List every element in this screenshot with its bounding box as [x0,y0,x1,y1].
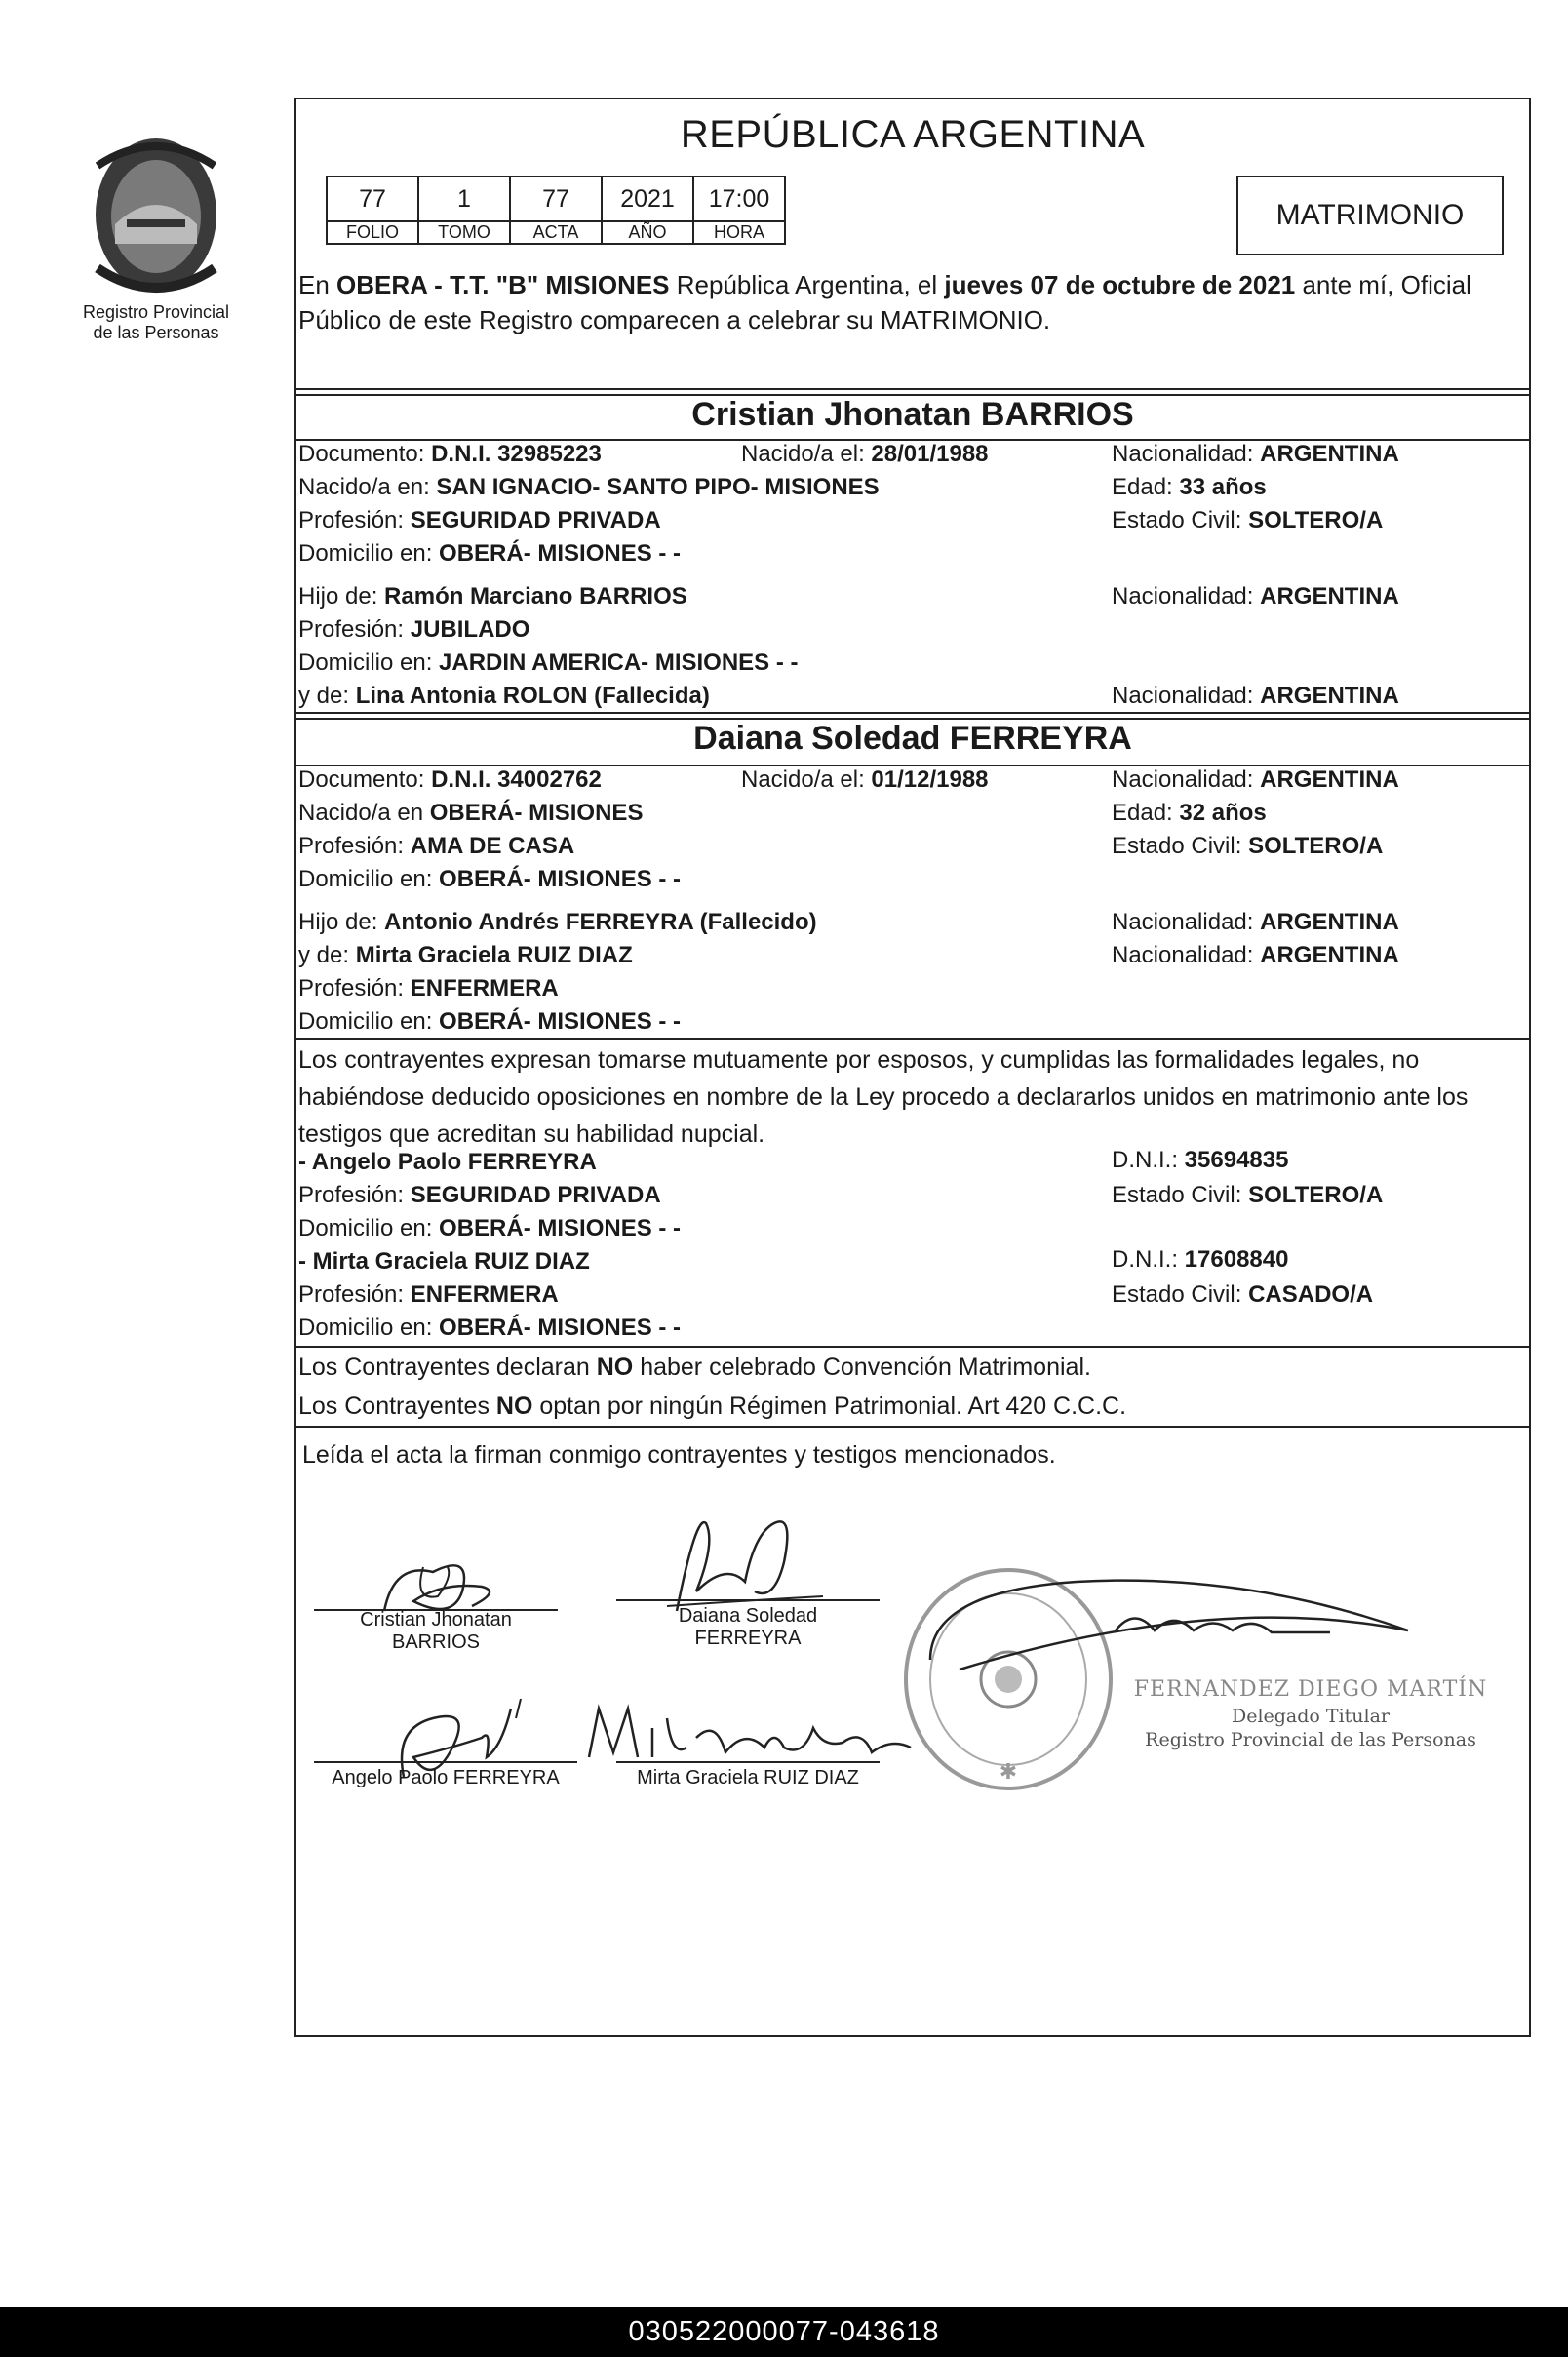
official-name: FERNANDEZ DIEGO MARTÍN [1133,1677,1488,1702]
closing-statement: Leída el acta la firman conmigo contrayentes y testigos mencionados. [302,1441,1056,1469]
declaration-paragraph: Los contrayentes expresan tomarse mutuamente por esposos, y cumplidas las formalidades legales, no habiéndose deducido oposiciones en nombre de la Ley procedo a declararlos unidos en matrimonio ante los testigos que acreditan su habilidad nupcial. [298,1046,1469,1148]
spouse2-profession: Profesión: AMA DE CASA [298,833,575,859]
spouse1-first-names: Cristian Jhonatan [691,396,981,433]
intro-paragraph [298,267,1525,337]
official-signature-icon [921,1562,1467,1679]
spouse1-father: Hijo de: Ramón Marciano BARRIOS [298,583,687,609]
hora-value: 17:00 [693,177,785,221]
spouse1-father-profession: Profesión: JUBILADO [298,616,530,643]
hora-label: HORA [693,221,785,244]
intro-date: jueves 07 de octubre de 2021 [944,270,1296,299]
marriage-certificate [294,98,1531,2037]
spouse1-nationality: Nacionalidad: ARGENTINA [1112,441,1399,467]
spouse1-age: Edad: 33 años [1112,474,1267,500]
witness2-domicile: Domicilio en: OBERÁ- MISIONES - - [298,1315,682,1341]
spouse1-father-nationality: Nacionalidad: ARGENTINA [1112,583,1399,609]
logo-caption-line2: de las Personas [93,323,219,342]
spouse1-name [296,396,1529,434]
spouse1-surname: BARRIOS [980,396,1134,433]
svg-text:✱: ✱ [999,1760,1018,1785]
intro-text-1: En [298,270,337,299]
intro-text-2: República Argentina, el [669,270,945,299]
spouse2-civil-status: Estado Civil: SOLTERO/A [1112,833,1384,859]
official-title: Delegado Titular [1231,1706,1391,1727]
acta-label: ACTA [510,221,602,244]
spouse2-mother-nationality: Nacionalidad: ARGENTINA [1112,942,1399,968]
spouse2-domicile: Domicilio en: OBERÁ- MISIONES - - [298,866,682,892]
logo-caption-line1: Registro Provincial [82,302,230,322]
spouse2-mother: y de: Mirta Graciela RUIZ DIAZ [298,942,633,968]
spouse2-surname: FERREYRA [949,720,1132,757]
spouse2-mother-profession: Profesión: ENFERMERA [298,975,559,1002]
spouse2-first-names: Daiana Soledad [693,720,950,757]
signature-mirta-icon [579,1699,930,1777]
patrimonial-regime-statement: Los Contrayentes NO optan por ningún Régimen Patrimonial. Art 420 C.C.C. [298,1393,1127,1420]
signature-label-mirta: Mirta Graciela RUIZ DIAZ [637,1767,859,1788]
registry-table [326,176,786,245]
spouse2-age: Edad: 32 años [1112,800,1267,826]
witness2-dni: D.N.I.: 17608840 [1112,1246,1289,1273]
spouse1-mother-nationality: Nacionalidad: ARGENTINA [1112,683,1399,709]
act-type-box [1236,176,1504,255]
witness1-domicile: Domicilio en: OBERÁ- MISIONES - - [298,1215,682,1241]
spouse1-document: Documento: D.N.I. 32985223 [298,441,602,467]
spouse1-birthplace: Nacido/a en: SAN IGNACIO- SANTO PIPO- MISIONES [298,474,880,500]
witness1-profession: Profesión: SEGURIDAD PRIVADA [298,1182,661,1208]
document-title: REPÚBLICA ARGENTINA [680,113,1146,156]
spouse1-birth-date: Nacido/a el: 28/01/1988 [741,441,989,467]
folio-value: 77 [327,177,418,221]
official-office: Registro Provincial de las Personas [1145,1729,1476,1750]
tomo-label: TOMO [418,221,510,244]
spouse2-birthplace: Nacido/a en OBERÁ- MISIONES [298,800,644,826]
acta-value: 77 [510,177,602,221]
spouse2-nationality: Nacionalidad: ARGENTINA [1112,766,1399,793]
document-code-footer: 030522000077-043618 [0,2307,1568,2357]
spouse2-birth-date: Nacido/a el: 01/12/1988 [741,766,989,793]
spouse1-father-domicile: Domicilio en: JARDIN AMERICA- MISIONES - - [298,649,799,676]
official-stamp-block [1096,1677,1525,1750]
spouse2-mother-domicile: Domicilio en: OBERÁ- MISIONES - - [298,1008,682,1035]
spouse2-name [296,720,1529,758]
witness1-dni: D.N.I.: 35694835 [1112,1147,1289,1173]
provincial-emblem-icon [68,127,244,302]
witness2-profession: Profesión: ENFERMERA [298,1281,559,1308]
signature-label-angelo: Angelo Paolo FERREYRA [332,1767,560,1788]
tomo-value: 1 [418,177,510,221]
witness2-name: - Mirta Graciela RUIZ DIAZ [298,1248,590,1275]
spouse2-father-nationality: Nacionalidad: ARGENTINA [1112,909,1399,935]
witness1-civil-status: Estado Civil: SOLTERO/A [1112,1182,1384,1208]
ano-value: 2021 [602,177,693,221]
intro-text-3: ante mí, Oficial Público de este Registro comparecen a celebrar su MATRIMONIO. [298,270,1471,334]
spouse1-civil-status: Estado Civil: SOLTERO/A [1112,507,1384,533]
matrimonial-convention-statement: Los Contrayentes declaran NO haber celebrado Convención Matrimonial. [298,1354,1091,1381]
witness2-civil-status: Estado Civil: CASADO/A [1112,1281,1374,1308]
ano-label: AÑO [602,221,693,244]
spouse2-father: Hijo de: Antonio Andrés FERREYRA (Fallecido) [298,909,817,935]
spouse1-mother: y de: Lina Antonia ROLON (Fallecida) [298,683,710,709]
signature-label-cristian: Cristian Jhonatan BARRIOS [360,1609,512,1653]
spouse1-profession: Profesión: SEGURIDAD PRIVADA [298,507,661,533]
intro-place: OBERA - T.T. "B" MISIONES [336,270,670,299]
signature-label-daiana: Daiana Soledad FERREYRA [678,1605,818,1649]
spouse1-domicile: Domicilio en: OBERÁ- MISIONES - - [298,540,682,567]
folio-label: FOLIO [327,221,418,244]
spouse2-document: Documento: D.N.I. 34002762 [298,766,602,793]
registry-logo [68,127,244,351]
act-type: MATRIMONIO [1275,199,1465,231]
witness1-name: - Angelo Paolo FERREYRA [298,1149,597,1175]
